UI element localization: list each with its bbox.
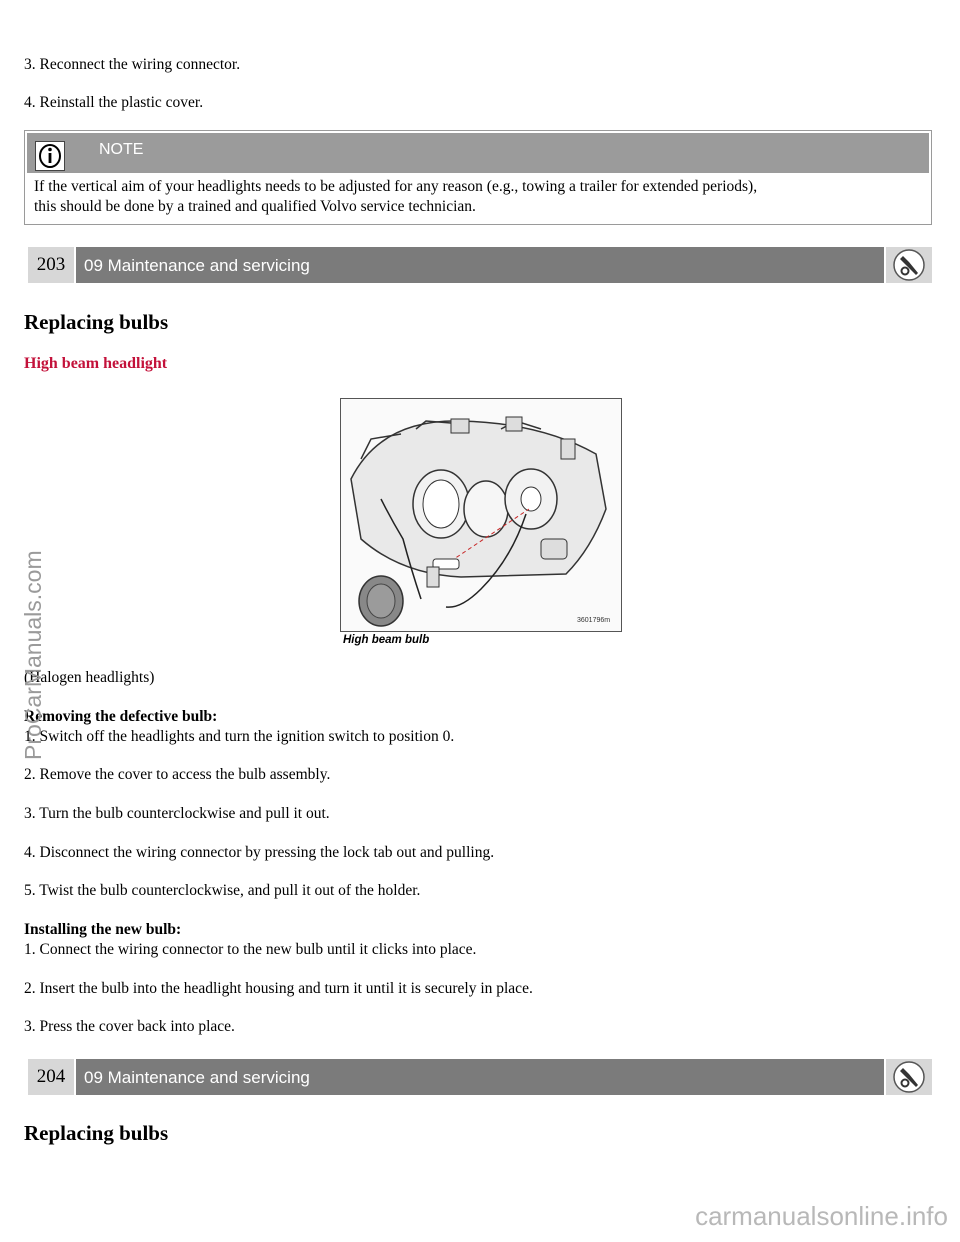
headlight-illustration [340,398,622,632]
side-watermark: ProCarManuals.com [20,550,46,760]
page-number: 204 [28,1059,74,1095]
page-heading: Replacing bulbs [24,310,169,334]
figure-code: 3601796m [577,617,611,624]
note-text: If the vertical aim of your headlights needs to be adjusted for any reason (e.g., towing a trailer for extended periods), this should be done by a trained and qualified Volvo service technician. [34,178,758,215]
note-box [24,130,932,225]
removing-title: Removing the defective bulb: [24,708,218,725]
note-header [27,133,929,173]
page-heading: Replacing bulbs [24,1121,169,1145]
installing-step: 3. Press the cover back into place. [24,1018,235,1035]
section-title: 09 Maintenance and servicing [84,256,310,275]
wrench-icon [886,247,932,283]
installing-title: Installing the new bulb: [24,921,182,938]
info-icon [35,141,65,171]
removing-step: 2. Remove the cover to access the bulb assembly. [24,766,331,783]
installing-step: 1. Connect the wiring connector to the new bulb until it clicks into place. [24,941,477,958]
note-title: NOTE [99,141,144,158]
wrench-icon [886,1059,932,1095]
subheading: High beam headlight [24,355,168,372]
footer-watermark: carmanualsonline.info [695,1201,948,1231]
section-title: 09 Maintenance and servicing [84,1068,310,1087]
removing-step: 3. Turn the bulb counterclockwise and pull it out. [24,805,330,822]
page-number: 203 [28,247,74,283]
step-text: 4. Reinstall the plastic cover. [24,94,204,111]
section-header [24,245,934,285]
removing-step: 4. Disconnect the wiring connector by pressing the lock tab out and pulling. [24,844,495,861]
installing-step: 2. Insert the bulb into the headlight housing and turn it until it is securely in place. [24,980,533,997]
removing-step: 1. Switch off the headlights and turn the ignition switch to position 0. [24,728,455,745]
figure-caption: High beam bulb [343,634,430,646]
halogen-note: (Halogen headlights) [24,669,155,686]
step-text: 3. Reconnect the wiring connector. [24,56,241,73]
removing-step: 5. Twist the bulb counterclockwise, and pull it out of the holder. [24,882,421,899]
section-header [24,1057,934,1097]
